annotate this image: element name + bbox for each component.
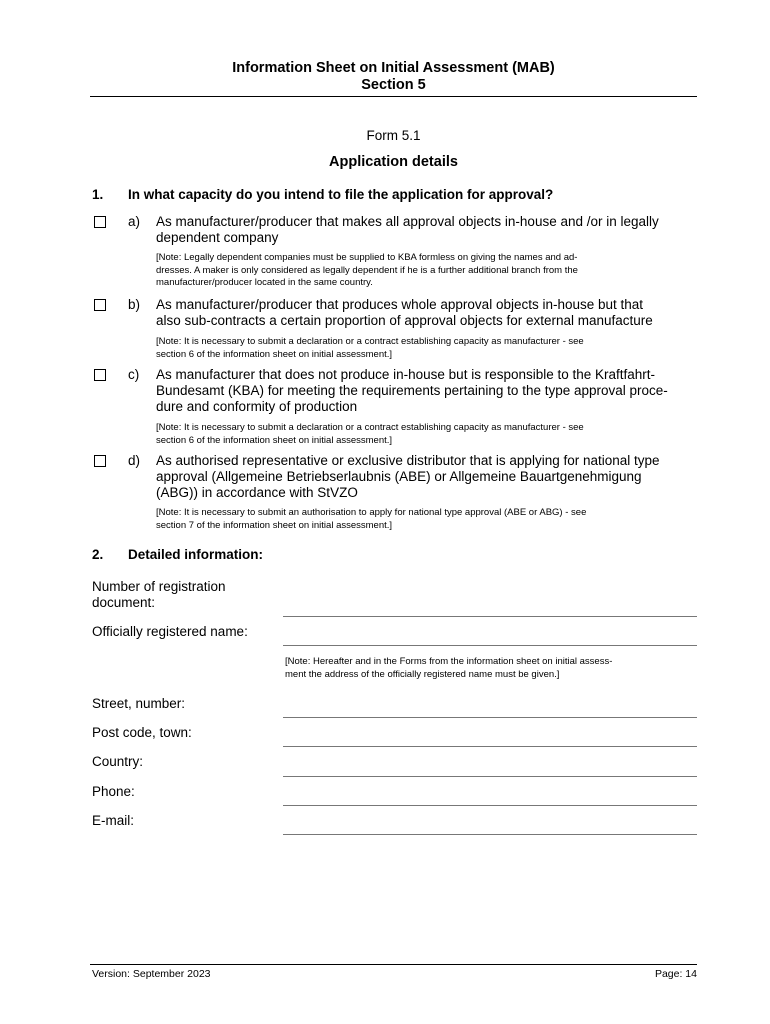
question1-text: In what capacity do you intend to file the application for approval?: [128, 187, 554, 202]
email-field[interactable]: [283, 816, 697, 835]
country-field[interactable]: [283, 758, 697, 777]
question2-number: 2.: [92, 547, 104, 562]
phone-label: Phone:: [92, 784, 135, 799]
option-d-note-line1: [Note: It is necessary to submit an authorisation to apply for national type approval (ABE or ABG) - see: [156, 507, 587, 518]
question2-text: Detailed information:: [128, 547, 264, 562]
question1-number: 1.: [92, 187, 104, 202]
registration-number-label-line1: Number of registration: [92, 579, 226, 594]
option-d-note-line2: section 7 of the information sheet on initial assessment.]: [156, 519, 393, 531]
address-note-line1: [Note: Hereafter and in the Forms from the information sheet on initial assess-: [285, 656, 613, 667]
header-divider: [90, 96, 697, 97]
document-title: [90, 60, 697, 94]
option-d-text: [156, 453, 660, 501]
option-c-line3: dure and conformity of production: [156, 399, 358, 414]
option-a-note: [156, 252, 578, 290]
section-title: Application details: [329, 154, 458, 170]
form-number: Form 5.1: [366, 128, 421, 143]
option-a-checkbox[interactable]: [94, 216, 106, 228]
option-a-note-line1: [Note: Legally dependent companies must be supplied to KBA formless on giving the names and ad-: [156, 252, 578, 263]
option-c-text: [156, 367, 668, 415]
option-d-line2: approval (Allgemeine Betriebserlaubnis (ABE) or Allgemeine Bauartgenehmigung: [156, 469, 642, 484]
option-d-line1: As authorised representative or exclusive distributor that is applying for national type: [156, 453, 660, 468]
footer-page-number: Page: 14: [654, 968, 697, 980]
option-c-letter: c): [128, 367, 140, 382]
option-a-note-line3: manufacturer/producer located in the same country.: [156, 277, 373, 288]
option-b-line2: also sub-contracts a certain proportion of approval objects for external manufacture: [156, 313, 653, 328]
country-label: Country:: [92, 754, 144, 769]
registration-number-label-line2: document:: [92, 595, 156, 610]
street-label: Street, number:: [92, 696, 186, 711]
option-c-note: [156, 422, 584, 447]
option-b-text: [156, 297, 653, 329]
option-c-checkbox[interactable]: [94, 369, 106, 381]
registered-name-field[interactable]: [283, 627, 697, 646]
option-b-checkbox[interactable]: [94, 299, 106, 311]
footer-version: Version: September 2023: [92, 968, 211, 980]
option-d-line3: (ABG)) in accordance with StVZO: [156, 485, 358, 500]
option-a-text: [156, 214, 659, 246]
registered-name-label: Officially registered name:: [92, 624, 248, 639]
option-c-note-line2: section 6 of the information sheet on initial assessment.]: [156, 434, 393, 446]
option-b-letter: b): [128, 297, 141, 312]
option-d-letter: d): [128, 453, 141, 468]
street-field[interactable]: [283, 699, 697, 718]
address-note: [285, 656, 612, 681]
footer-divider: [90, 964, 697, 965]
postcode-label: Post code, town:: [92, 725, 192, 740]
document-title-line2: Section 5: [361, 77, 426, 93]
option-c-line1: As manufacturer that does not produce in-house but is responsible to the Kraftfahrt-: [156, 367, 656, 382]
option-a-line2: dependent company: [156, 230, 279, 245]
option-a-line1: As manufacturer/producer that makes all approval objects in-house and /or in legally: [156, 214, 659, 229]
document-title-line1: Information Sheet on Initial Assessment (MAB): [232, 60, 555, 76]
option-b-line1: As manufacturer/producer that produces whole approval objects in-house but that: [156, 297, 644, 312]
address-note-line2: ment the address of the officially registered name must be given.]: [285, 668, 560, 680]
option-a-note-line2: dresses. A maker is only considered as legally dependent if he is a further additional branch from the: [156, 264, 578, 276]
postcode-field[interactable]: [283, 728, 697, 747]
registration-number-field[interactable]: [283, 598, 697, 617]
email-label: E-mail:: [92, 813, 135, 828]
option-b-note-line2: section 6 of the information sheet on initial assessment.]: [156, 348, 393, 360]
option-a-letter: a): [128, 214, 141, 229]
option-b-note: [156, 336, 584, 361]
registration-number-label: [92, 579, 226, 611]
option-b-note-line1: [Note: It is necessary to submit a declaration or a contract establishing capacity as manufacturer - see: [156, 336, 584, 347]
option-c-note-line1: [Note: It is necessary to submit a declaration or a contract establishing capacity as manufacturer - see: [156, 422, 584, 433]
option-c-line2: Bundesamt (KBA) for meeting the requirements pertaining to the type approval proce-: [156, 383, 668, 398]
option-d-note: [156, 507, 586, 532]
phone-field[interactable]: [283, 787, 697, 806]
option-d-checkbox[interactable]: [94, 455, 106, 467]
